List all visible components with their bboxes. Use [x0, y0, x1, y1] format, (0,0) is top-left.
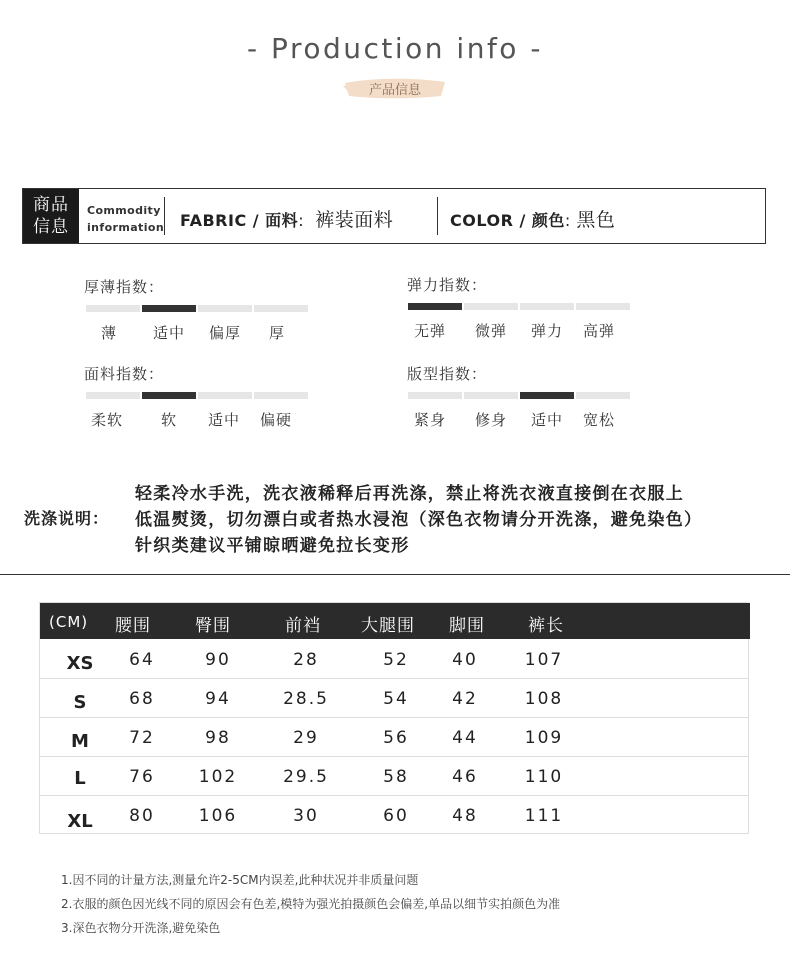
index-label: 紧身 [413, 411, 446, 429]
header-hip: 臀围 [195, 616, 231, 636]
color-separator: : [564, 211, 571, 230]
table-row [40, 756, 748, 796]
note-line: 2.衣服的颜色因光线不同的原因会有色差,模特为强光拍摄颜色会偏差,单品以细节实拍颜色为准 [61, 897, 561, 911]
index-label: 无弹 [413, 322, 446, 340]
index-title: 弹力指数： [407, 276, 488, 294]
table-body [40, 639, 748, 833]
value-cell: 28.5 [283, 689, 329, 709]
washing-label: 洗涤说明： [24, 509, 110, 528]
index-bar [576, 392, 630, 399]
fabric-value: 裤装面料 [315, 209, 394, 231]
value-cell: 102 [198, 767, 238, 787]
index-bar [86, 392, 140, 399]
elasticity-index [407, 274, 637, 354]
index-label: 适中 [530, 411, 563, 429]
table-header [40, 603, 750, 639]
index-bar [408, 392, 462, 399]
color-info [450, 205, 615, 232]
index-label: 适中 [207, 411, 240, 429]
index-title: 面料指数： [84, 365, 165, 383]
washing-line: 轻柔冷水手洗，洗衣液稀释后再洗涤，禁止将洗衣液直接倒在衣服上 [135, 484, 684, 504]
header-length: 裤长 [528, 616, 564, 636]
divider [437, 197, 438, 235]
value-cell: 30 [293, 806, 319, 826]
value-cell: 56 [383, 728, 409, 748]
info-zh-line1: 商品 [33, 195, 69, 215]
index-label: 偏厚 [208, 324, 241, 342]
index-bar-active [142, 305, 196, 312]
value-cell: 80 [129, 806, 155, 826]
size-cell: S [73, 692, 87, 713]
table-row [40, 639, 748, 679]
value-cell: 110 [524, 767, 564, 787]
size-table [39, 602, 749, 834]
value-cell: 46 [452, 767, 478, 787]
value-cell: 107 [524, 650, 564, 670]
value-cell: 52 [383, 650, 409, 670]
fabric-separator: : [298, 211, 305, 230]
value-cell: 60 [383, 806, 409, 826]
index-label: 微弹 [474, 322, 507, 340]
fabric-info [180, 205, 393, 232]
index-label: 修身 [474, 411, 507, 429]
value-cell: 106 [198, 806, 238, 826]
index-label: 适中 [152, 324, 185, 342]
index-title: 版型指数： [407, 365, 488, 383]
value-cell: 111 [524, 806, 564, 826]
index-title: 厚薄指数： [84, 278, 165, 296]
index-label: 弹力 [530, 322, 563, 340]
commodity-info-box [22, 188, 766, 244]
thickness-index [84, 276, 314, 356]
value-cell: 68 [129, 689, 155, 709]
fabric-label: FABRIC / 面料 [180, 211, 299, 230]
index-bar [464, 392, 518, 399]
index-label: 柔软 [90, 411, 123, 429]
index-label: 宽松 [582, 411, 615, 429]
index-bar [86, 305, 140, 312]
index-label: 软 [160, 411, 177, 429]
value-cell: 64 [129, 650, 155, 670]
value-cell: 42 [452, 689, 478, 709]
fit-index [407, 363, 637, 443]
header-unit: (CM) [49, 613, 89, 631]
table-row [40, 678, 748, 718]
title-badge [341, 74, 449, 102]
value-cell: 98 [205, 728, 231, 748]
index-bar-active [142, 392, 196, 399]
value-cell: 48 [452, 806, 478, 826]
value-cell: 29 [293, 728, 319, 748]
washing-line: 低温熨烫，切勿漂白或者热水浸泡（深色衣物请分开洗涤，避免染色） [135, 510, 703, 530]
color-label: COLOR / 颜色 [450, 211, 565, 230]
washing-line: 针织类建议平铺晾晒避免拉长变形 [135, 536, 410, 556]
size-cell: XL [67, 811, 93, 832]
value-cell: 76 [129, 767, 155, 787]
index-bar [254, 392, 308, 399]
value-cell: 94 [205, 689, 231, 709]
table-row [40, 795, 748, 834]
note-line: 1.因不同的计量方法,测量允许2-5CM内误差,此种状况并非质量问题 [61, 873, 419, 887]
softness-index [84, 363, 314, 443]
index-label: 薄 [100, 324, 117, 342]
header-leg-opening: 脚围 [449, 616, 485, 636]
index-bar [198, 392, 252, 399]
value-cell: 29.5 [283, 767, 329, 787]
header-rise: 前裆 [285, 616, 321, 636]
index-bar [464, 303, 518, 310]
value-cell: 54 [383, 689, 409, 709]
size-cell: L [74, 768, 86, 789]
header-waist: 腰围 [115, 616, 151, 636]
value-cell: 72 [129, 728, 155, 748]
badge-text: 产品信息 [368, 83, 421, 98]
index-bar [520, 303, 574, 310]
table-row [40, 717, 748, 757]
index-label: 偏硬 [259, 411, 292, 429]
color-value: 黑色 [576, 209, 616, 231]
info-en-line2: information [87, 221, 165, 234]
commodity-info-en [87, 202, 164, 236]
section-divider [0, 574, 790, 575]
page-title: - Production info - [247, 32, 543, 65]
value-cell: 109 [524, 728, 564, 748]
index-bar [254, 305, 308, 312]
header-thigh: 大腿围 [361, 616, 415, 636]
divider [164, 197, 165, 235]
info-zh-line2: 信息 [33, 217, 69, 237]
index-bar [198, 305, 252, 312]
value-cell: 44 [452, 728, 478, 748]
value-cell: 28 [293, 650, 319, 670]
commodity-info-label [23, 189, 79, 243]
size-cell: M [71, 731, 89, 752]
index-bar [576, 303, 630, 310]
size-cell: XS [66, 653, 94, 674]
info-en-line1: Commodity [87, 204, 161, 217]
note-line: 3.深色衣物分开洗涤,避免染色 [61, 921, 221, 935]
index-label: 厚 [268, 324, 285, 342]
value-cell: 90 [205, 650, 231, 670]
value-cell: 58 [383, 767, 409, 787]
index-bar-active [520, 392, 574, 399]
value-cell: 40 [452, 650, 478, 670]
index-bar-active [408, 303, 462, 310]
value-cell: 108 [524, 689, 564, 709]
index-label: 高弹 [582, 322, 615, 340]
